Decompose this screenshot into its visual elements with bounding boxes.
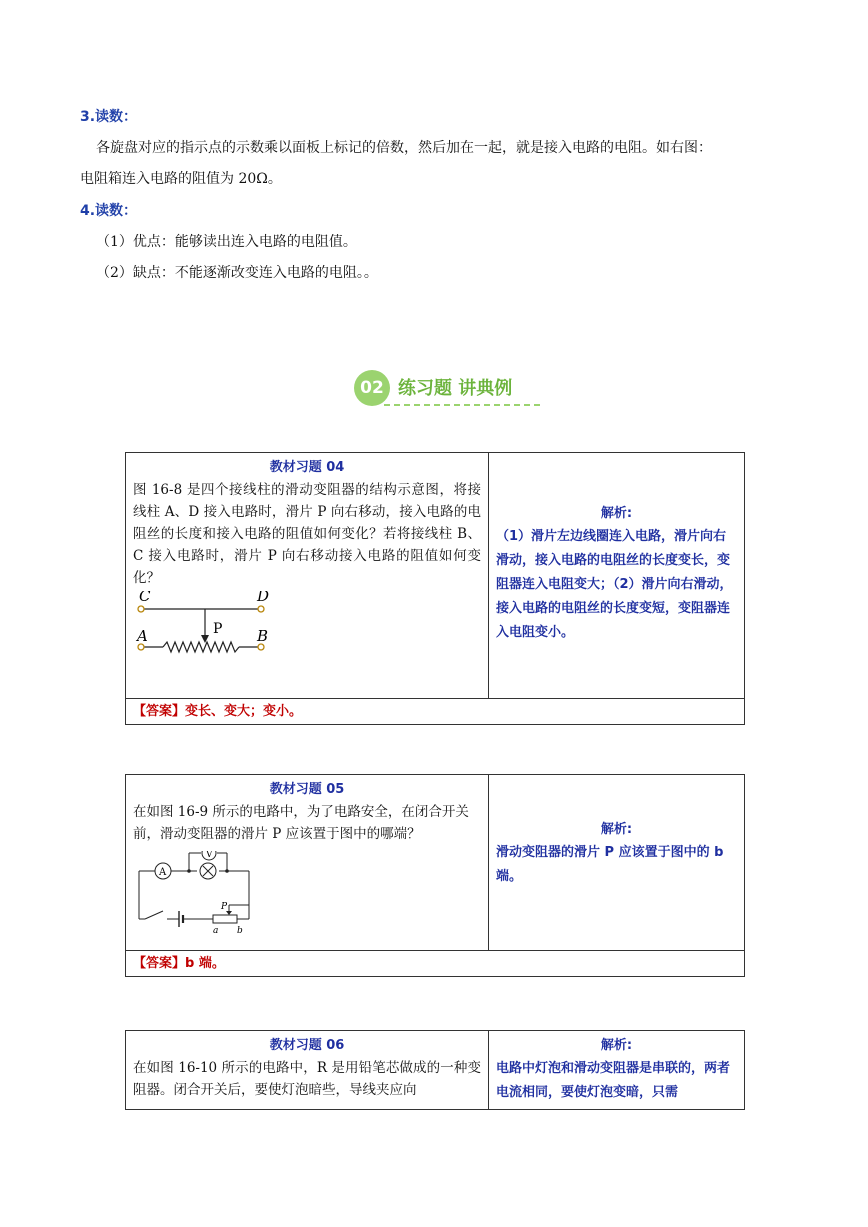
terminal-d-label: D [257,591,270,605]
analysis-05-cell [489,775,745,951]
analysis-04-title: 解析: [600,506,633,521]
circuit-diagram [133,851,263,941]
question-05-title: 教材习题 05 [269,782,345,797]
answer-05-text: 【答案】b 端。 [133,956,225,971]
terminal-c-label: C [139,591,151,605]
answer-04-cell [126,699,745,725]
section4-item2: （2）缺点：不能逐渐改变连入电路的电阻。。 [96,265,378,281]
analysis-05-text: 滑动变阻器的滑片 P 应该置于图中的 b 端。 [496,845,724,884]
slider-p-label-05: P [221,902,228,912]
question-06-table [125,1030,745,1110]
answer-05-cell [126,951,745,977]
question-05-cell [126,775,489,951]
section-banner [354,368,554,412]
question-05-text: 在如图 16-9 所示的电路中，为了电路安全，在闭合开关前，滑动变阻器的滑片 P 应该置于图中的哪端？ [133,804,469,842]
analysis-04-text: （1）滑片左边线圈连入电路，滑片向右滑动，接入电路的电阻丝的长度变长，变阻器连入电阻变大；（2）滑片向右滑动，接入电路的电阻丝的长度变短，变阻器连入电阻变小。 [496,529,733,640]
analysis-04-cell [489,453,745,699]
end-a-label: a [213,926,219,936]
analysis-05-title: 解析: [600,822,633,837]
banner-dashed-underline [384,404,540,406]
analysis-06-text: 电路中灯泡和滑动变阻器是串联的，两者电流相同，要使灯泡变暗，只需 [496,1061,731,1100]
question-04-cell [126,453,489,699]
question-04-title: 教材习题 04 [269,460,345,475]
analysis-06-cell [489,1031,745,1110]
voltmeter-label: V [206,851,213,860]
question-06-cell [126,1031,489,1110]
question-04-table [125,452,745,725]
section4-item1: （1）优点：能够读出连入电路的电阻值。 [96,234,357,250]
analysis-06-title: 解析: [600,1038,633,1053]
ammeter-label: A [159,867,167,878]
section3-line2: 电阻箱连入电路的阻值为 20Ω。 [80,171,282,187]
question-04-text: 图 16-8 是四个接线柱的滑动变阻器的结构示意图，将接线柱 A、D 接入电路时，滑片 P 向右移动，接入电路的电阻丝的长度和接入电路的阻值如何变化？若将接线柱 B、C 接入电路时，滑片 P 向右移动接入电路的阻值如何变化？ [133,482,481,586]
section-banner-title: 练习题 讲典例 [398,378,513,399]
answer-04-text: 【答案】变长、变大；变小。 [133,704,303,719]
section3-line1: 各旋盘对应的指示点的示数乘以面板上标记的倍数，然后加在一起，就是接入电路的电阻。如右图： [96,140,712,156]
section-number-badge: 02 [354,370,390,406]
question-06-title: 教材习题 06 [269,1038,345,1053]
slider-p-label: P [213,621,223,637]
end-b-label: b [237,926,243,936]
section4-heading: 4.读数： [80,203,138,219]
rheostat-diagram [133,591,283,667]
question-05-table [125,774,745,977]
question-06-text: 在如图 16-10 所示的电路中，R 是用铅笔芯做成的一种变阻器。闭合开关后，要使灯泡暗些，导线夹应向 [133,1060,481,1098]
terminal-a-label: A [137,627,148,645]
section3-heading: 3.读数： [80,109,138,125]
terminal-b-label: B [257,627,269,645]
